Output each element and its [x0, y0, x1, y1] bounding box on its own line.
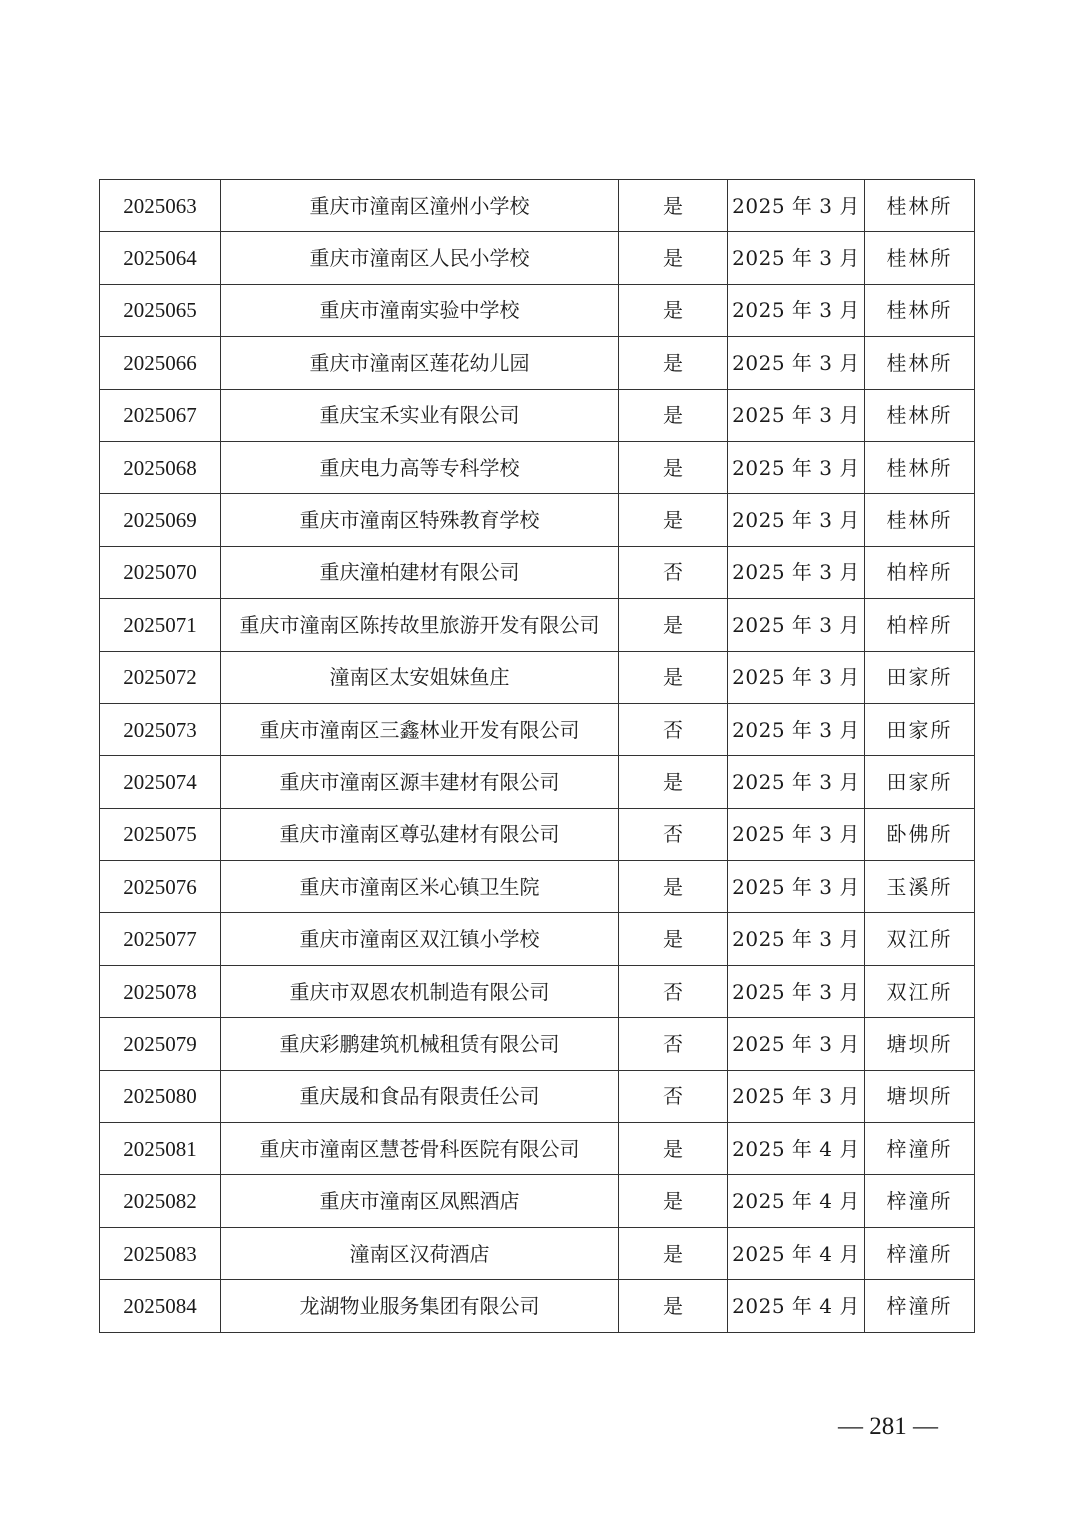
- unit-name-cell: 重庆市潼南区人民小学校: [221, 232, 619, 284]
- unit-name-cell: 重庆市潼南区米心镇卫生院: [221, 861, 619, 913]
- unit-name-cell: 重庆彩鹏建筑机械租赁有限公司: [221, 1018, 619, 1070]
- flag-cell: 是: [619, 494, 728, 546]
- record-id-cell: 2025068: [100, 441, 221, 493]
- flag-cell: 是: [619, 1175, 728, 1227]
- flag-cell: 是: [619, 441, 728, 493]
- unit-name-cell: 重庆市潼南实验中学校: [221, 284, 619, 336]
- table-row: [100, 861, 975, 913]
- office-cell: 桂林所: [865, 337, 975, 389]
- table-row: [100, 703, 975, 755]
- flag-cell: 是: [619, 756, 728, 808]
- unit-name-cell: 重庆市潼南区源丰建材有限公司: [221, 756, 619, 808]
- flag-cell: 否: [619, 808, 728, 860]
- record-id-cell: 2025075: [100, 808, 221, 860]
- office-cell: 塘坝所: [865, 1018, 975, 1070]
- record-id-cell: 2025069: [100, 494, 221, 546]
- record-id-cell: 2025078: [100, 965, 221, 1017]
- flag-cell: 否: [619, 1070, 728, 1122]
- unit-name-cell: 重庆市潼南区尊弘建材有限公司: [221, 808, 619, 860]
- record-id-cell: 2025063: [100, 180, 221, 232]
- flag-cell: 否: [619, 703, 728, 755]
- flag-cell: 是: [619, 232, 728, 284]
- record-id-cell: 2025067: [100, 389, 221, 441]
- unit-name-cell: 重庆市潼南区陈抟故里旅游开发有限公司: [221, 599, 619, 651]
- page-number: — 281 —: [838, 1413, 938, 1440]
- table-row: [100, 599, 975, 651]
- office-cell: 塘坝所: [865, 1070, 975, 1122]
- unit-name-cell: 重庆市潼南区莲花幼儿园: [221, 337, 619, 389]
- date-cell: 2025 年 3 月: [728, 651, 865, 703]
- office-cell: 桂林所: [865, 494, 975, 546]
- office-cell: 双江所: [865, 913, 975, 965]
- office-cell: 双江所: [865, 965, 975, 1017]
- unit-name-cell: 重庆晟和食品有限责任公司: [221, 1070, 619, 1122]
- table-row: [100, 1123, 975, 1175]
- flag-cell: 否: [619, 1018, 728, 1070]
- unit-name-cell: 重庆市潼南区凤熙酒店: [221, 1175, 619, 1227]
- date-cell: 2025 年 3 月: [728, 808, 865, 860]
- record-id-cell: 2025081: [100, 1123, 221, 1175]
- office-cell: 桂林所: [865, 441, 975, 493]
- office-cell: 田家所: [865, 651, 975, 703]
- date-cell: 2025 年 3 月: [728, 180, 865, 232]
- flag-cell: 是: [619, 1123, 728, 1175]
- date-cell: 2025 年 3 月: [728, 494, 865, 546]
- unit-name-cell: 重庆市潼南区慧苍骨科医院有限公司: [221, 1123, 619, 1175]
- record-id-cell: 2025084: [100, 1280, 221, 1332]
- record-id-cell: 2025079: [100, 1018, 221, 1070]
- office-cell: 柏梓所: [865, 599, 975, 651]
- office-cell: 桂林所: [865, 389, 975, 441]
- record-id-cell: 2025077: [100, 913, 221, 965]
- flag-cell: 是: [619, 337, 728, 389]
- table-row: [100, 494, 975, 546]
- table-row: [100, 180, 975, 232]
- record-id-cell: 2025083: [100, 1227, 221, 1279]
- office-cell: 桂林所: [865, 180, 975, 232]
- flag-cell: 是: [619, 1280, 728, 1332]
- record-id-cell: 2025072: [100, 651, 221, 703]
- flag-cell: 是: [619, 1227, 728, 1279]
- record-id-cell: 2025076: [100, 861, 221, 913]
- date-cell: 2025 年 3 月: [728, 546, 865, 598]
- unit-name-cell: 重庆市潼南区双江镇小学校: [221, 913, 619, 965]
- table-row: [100, 756, 975, 808]
- table-row: [100, 441, 975, 493]
- table-row: [100, 1280, 975, 1332]
- record-id-cell: 2025064: [100, 232, 221, 284]
- record-id-cell: 2025071: [100, 599, 221, 651]
- office-cell: 田家所: [865, 703, 975, 755]
- record-id-cell: 2025074: [100, 756, 221, 808]
- date-cell: 2025 年 3 月: [728, 913, 865, 965]
- date-cell: 2025 年 3 月: [728, 861, 865, 913]
- flag-cell: 是: [619, 180, 728, 232]
- unit-name-cell: 重庆电力高等专科学校: [221, 441, 619, 493]
- record-id-cell: 2025065: [100, 284, 221, 336]
- office-cell: 梓潼所: [865, 1227, 975, 1279]
- flag-cell: 是: [619, 599, 728, 651]
- table-row: [100, 232, 975, 284]
- office-cell: 玉溪所: [865, 861, 975, 913]
- office-cell: 田家所: [865, 756, 975, 808]
- office-cell: 卧佛所: [865, 808, 975, 860]
- flag-cell: 是: [619, 651, 728, 703]
- date-cell: 2025 年 3 月: [728, 965, 865, 1017]
- date-cell: 2025 年 3 月: [728, 389, 865, 441]
- flag-cell: 是: [619, 284, 728, 336]
- flag-cell: 是: [619, 389, 728, 441]
- unit-name-cell: 重庆潼柏建材有限公司: [221, 546, 619, 598]
- date-cell: 2025 年 4 月: [728, 1227, 865, 1279]
- unit-name-cell: 潼南区太安姐妹鱼庄: [221, 651, 619, 703]
- date-cell: 2025 年 3 月: [728, 284, 865, 336]
- office-cell: 梓潼所: [865, 1280, 975, 1332]
- office-cell: 柏梓所: [865, 546, 975, 598]
- date-cell: 2025 年 3 月: [728, 703, 865, 755]
- record-id-cell: 2025070: [100, 546, 221, 598]
- table-row: [100, 1175, 975, 1227]
- unit-name-cell: 重庆市潼南区三鑫林业开发有限公司: [221, 703, 619, 755]
- records-table: [99, 179, 975, 1333]
- date-cell: 2025 年 4 月: [728, 1123, 865, 1175]
- record-id-cell: 2025082: [100, 1175, 221, 1227]
- date-cell: 2025 年 3 月: [728, 599, 865, 651]
- date-cell: 2025 年 3 月: [728, 232, 865, 284]
- date-cell: 2025 年 3 月: [728, 337, 865, 389]
- unit-name-cell: 重庆宝禾实业有限公司: [221, 389, 619, 441]
- date-cell: 2025 年 3 月: [728, 1070, 865, 1122]
- table-body: [100, 180, 975, 1333]
- date-cell: 2025 年 4 月: [728, 1280, 865, 1332]
- record-id-cell: 2025073: [100, 703, 221, 755]
- table-row: [100, 913, 975, 965]
- date-cell: 2025 年 3 月: [728, 756, 865, 808]
- date-cell: 2025 年 3 月: [728, 441, 865, 493]
- record-id-cell: 2025080: [100, 1070, 221, 1122]
- table-row: [100, 1070, 975, 1122]
- unit-name-cell: 重庆市潼南区潼州小学校: [221, 180, 619, 232]
- flag-cell: 是: [619, 913, 728, 965]
- date-cell: 2025 年 4 月: [728, 1175, 865, 1227]
- table-row: [100, 546, 975, 598]
- record-id-cell: 2025066: [100, 337, 221, 389]
- office-cell: 梓潼所: [865, 1123, 975, 1175]
- table-row: [100, 965, 975, 1017]
- table-row: [100, 651, 975, 703]
- flag-cell: 否: [619, 546, 728, 598]
- table-row: [100, 1227, 975, 1279]
- office-cell: 桂林所: [865, 232, 975, 284]
- unit-name-cell: 重庆市潼南区特殊教育学校: [221, 494, 619, 546]
- unit-name-cell: 龙湖物业服务集团有限公司: [221, 1280, 619, 1332]
- flag-cell: 是: [619, 861, 728, 913]
- flag-cell: 否: [619, 965, 728, 1017]
- unit-name-cell: 潼南区汉荷酒店: [221, 1227, 619, 1279]
- office-cell: 桂林所: [865, 284, 975, 336]
- office-cell: 梓潼所: [865, 1175, 975, 1227]
- unit-name-cell: 重庆市双恩农机制造有限公司: [221, 965, 619, 1017]
- table-row: [100, 1018, 975, 1070]
- table-row: [100, 284, 975, 336]
- table-row: [100, 389, 975, 441]
- table-row: [100, 808, 975, 860]
- table-row: [100, 337, 975, 389]
- date-cell: 2025 年 3 月: [728, 1018, 865, 1070]
